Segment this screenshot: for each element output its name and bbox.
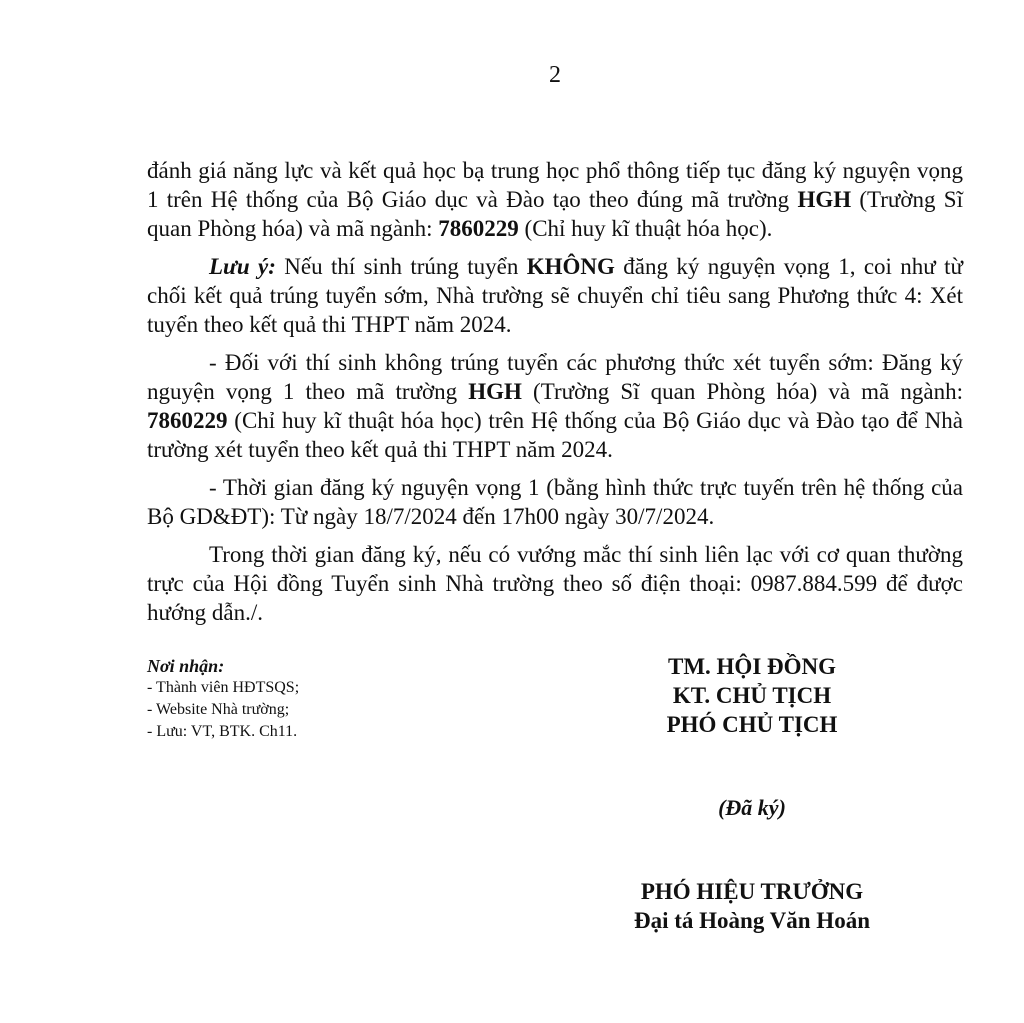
signer-title: PHÓ HIỆU TRƯỞNG xyxy=(640,879,864,904)
signed-mark: (Đã ký) xyxy=(718,795,786,820)
page-number: 2 xyxy=(549,62,561,88)
document-body xyxy=(147,156,963,627)
paragraph-registration-time: - Thời gian đăng ký nguyện vọng 1 (bằng hình thức trực tuyến trên hệ thống của Bộ GD&ĐT): Từ ngày 18/7/2024 đến 17h00 ngày 30/7/2024. xyxy=(147,475,963,529)
paragraph-non-admitted xyxy=(147,348,963,464)
paragraph-text: - Đối với thí sinh không trúng tuyển các phương thức xét tuyển sớm: Đăng ký nguyện vọng 1 theo mã trường xyxy=(147,350,963,404)
major-code: 7860229 xyxy=(147,408,228,433)
paragraph-contact: Trong thời gian đăng ký, nếu có vướng mắc thí sinh liên lạc với cơ quan thường trực của Hội đồng Tuyển sinh Nhà trường theo số điện thoại: 0987.884.599 để được hướng dẫn./. xyxy=(147,542,963,625)
paragraph-text: (Trường Sĩ quan Phòng hóa) và mã ngành: xyxy=(521,379,963,404)
recipients-block xyxy=(147,655,467,743)
paragraph-text: (Chỉ huy kĩ thuật hóa học) trên Hệ thống của Bộ Giáo dục và Đào tạo để Nhà trường xét tuyển theo kết quả thi THPT năm 2024. xyxy=(147,408,963,462)
emphasis-khong: KHÔNG xyxy=(526,254,615,279)
signer-name: Đại tá Hoàng Văn Hoán xyxy=(633,908,870,933)
paragraph-note xyxy=(147,252,963,339)
signature-line: TM. HỘI ĐỒNG xyxy=(667,654,837,679)
school-code: HGH xyxy=(468,379,522,404)
signer-block xyxy=(612,877,892,935)
paragraph-text: đánh giá năng lực và kết quả học bạ trung học phổ thông tiếp tục đăng ký nguyện vọng 1 trên Hệ thống của Bộ Giáo dục và Đào tạo theo đúng mã trường xyxy=(147,158,963,212)
school-code: HGH xyxy=(797,187,852,212)
paragraph-text: đăng ký nguyện vọng 1, coi như từ chối kết quả trúng tuyển sớm, Nhà trường sẽ chuyển chỉ tiêu sang Phương thức 4: Xét tuyển theo kết quả thi THPT năm 2024. xyxy=(147,254,963,337)
paragraph-text: (Chỉ huy kĩ thuật hóa học). xyxy=(518,216,773,241)
paragraph-text: (Trường Sĩ quan Phòng hóa) và mã ngành: xyxy=(147,187,963,241)
note-label: Lưu ý: xyxy=(209,254,276,279)
paragraph-continuation xyxy=(147,156,963,243)
recipients-list xyxy=(147,677,467,743)
recipient-item: - Thành viên HĐTSQS; xyxy=(147,679,300,696)
signature-line: KT. CHỦ TỊCH xyxy=(672,683,832,708)
recipient-item: - Website Nhà trường; xyxy=(147,701,290,718)
recipient-item: - Lưu: VT, BTK. Ch11. xyxy=(147,723,298,740)
recipients-title: Nơi nhận: xyxy=(147,656,225,676)
paragraph-text: Nếu thí sinh trúng tuyển xyxy=(275,254,527,279)
major-code: 7860229 xyxy=(438,216,519,241)
signature-block xyxy=(612,652,892,739)
signature-line: PHÓ CHỦ TỊCH xyxy=(666,712,838,737)
